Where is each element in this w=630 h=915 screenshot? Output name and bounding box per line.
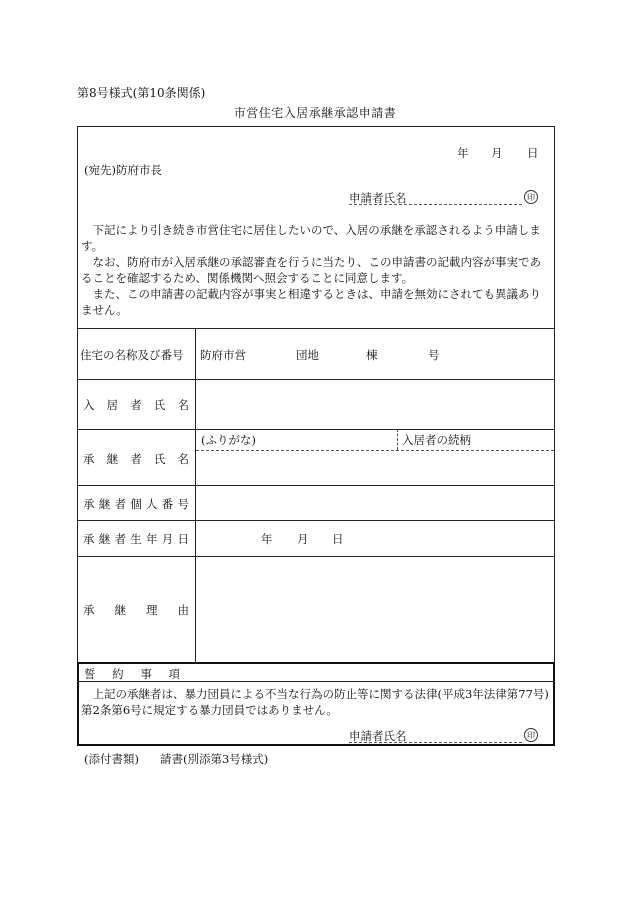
dob-year-label: 年 (261, 532, 273, 546)
seal-mark: 印 (524, 190, 538, 204)
date-month-label: 月 (491, 146, 503, 160)
housing-prefix: 防府市営 (200, 348, 246, 362)
successor-dob-label: 承 継 者 生 年 月 日 (83, 532, 189, 546)
form-number: 第8号様式(第10条関係) (77, 86, 206, 100)
dob-month-label: 月 (297, 532, 309, 546)
successor-name-label: 承 継 者 氏 名 (83, 452, 189, 466)
statement-paragraph-3: また、この申請書の記載内容が事実と相違するときは、申請を無効にされても異議ありません。 (81, 287, 541, 317)
housing-mune-label: 棟 (366, 348, 378, 362)
housing-go-label: 号 (428, 348, 440, 362)
successor-id-number-label: 承 継 者 個 人 番 号 (83, 497, 189, 511)
furigana-underline (196, 450, 554, 451)
applicant-name-label: 申請者氏名 (349, 191, 407, 205)
succession-reason-label: 承 継 理 由 (83, 603, 189, 617)
oath-applicant-name-underline (349, 742, 522, 743)
tenant-name-label: 入 居 者 氏 名 (83, 398, 189, 412)
table-column-divider (195, 328, 196, 662)
oath-title: 誓 約 事 項 (84, 667, 180, 681)
housing-danchi-label: 団地 (296, 348, 319, 362)
attachments-label: (添付書類) (84, 752, 139, 766)
oath-seal-mark: 印 (524, 728, 538, 742)
table-divider (77, 429, 555, 430)
applicant-name-underline (349, 204, 522, 205)
oath-applicant-name-label: 申請者氏名 (349, 729, 407, 743)
table-divider (77, 556, 555, 557)
document-title: 市営住宅入居承継承認申請書 (233, 106, 397, 120)
statement-paragraph-2: なお、防府市が入居承継の承認審査を行うに当たり、この申請書の記載内容が事実であることを確認するため、関係機関へ照会することに同意します。 (81, 255, 541, 285)
furigana-divider (397, 429, 398, 450)
form-frame (77, 126, 555, 746)
oath-statement: 上記の承継者は、暴力団員による不当な行為の防止等に関する法律(平成3年法律第77号)第2条第6号に規定する暴力団員ではありません。 (81, 687, 549, 717)
table-divider (77, 520, 555, 521)
attachments-items: 請書(別添第3号様式) (160, 752, 269, 766)
relationship-label: 入居者の続柄 (402, 433, 471, 447)
housing-name-number-label: 住宅の名称及び番号 (80, 348, 184, 362)
addressee: (宛先)防府市長 (84, 163, 162, 177)
furigana-label: (ふりがな) (201, 433, 256, 447)
statement-paragraph-1: 下記により引き続き市営住宅に居住したいので、入居の承継を承認されるよう申請します。 (81, 223, 541, 253)
date-year-label: 年 (457, 146, 469, 160)
table-divider (77, 328, 555, 329)
dob-day-label: 日 (332, 532, 344, 546)
table-divider (77, 379, 555, 380)
application-statement (81, 222, 551, 318)
table-divider (77, 485, 555, 486)
date-day-label: 日 (527, 146, 539, 160)
